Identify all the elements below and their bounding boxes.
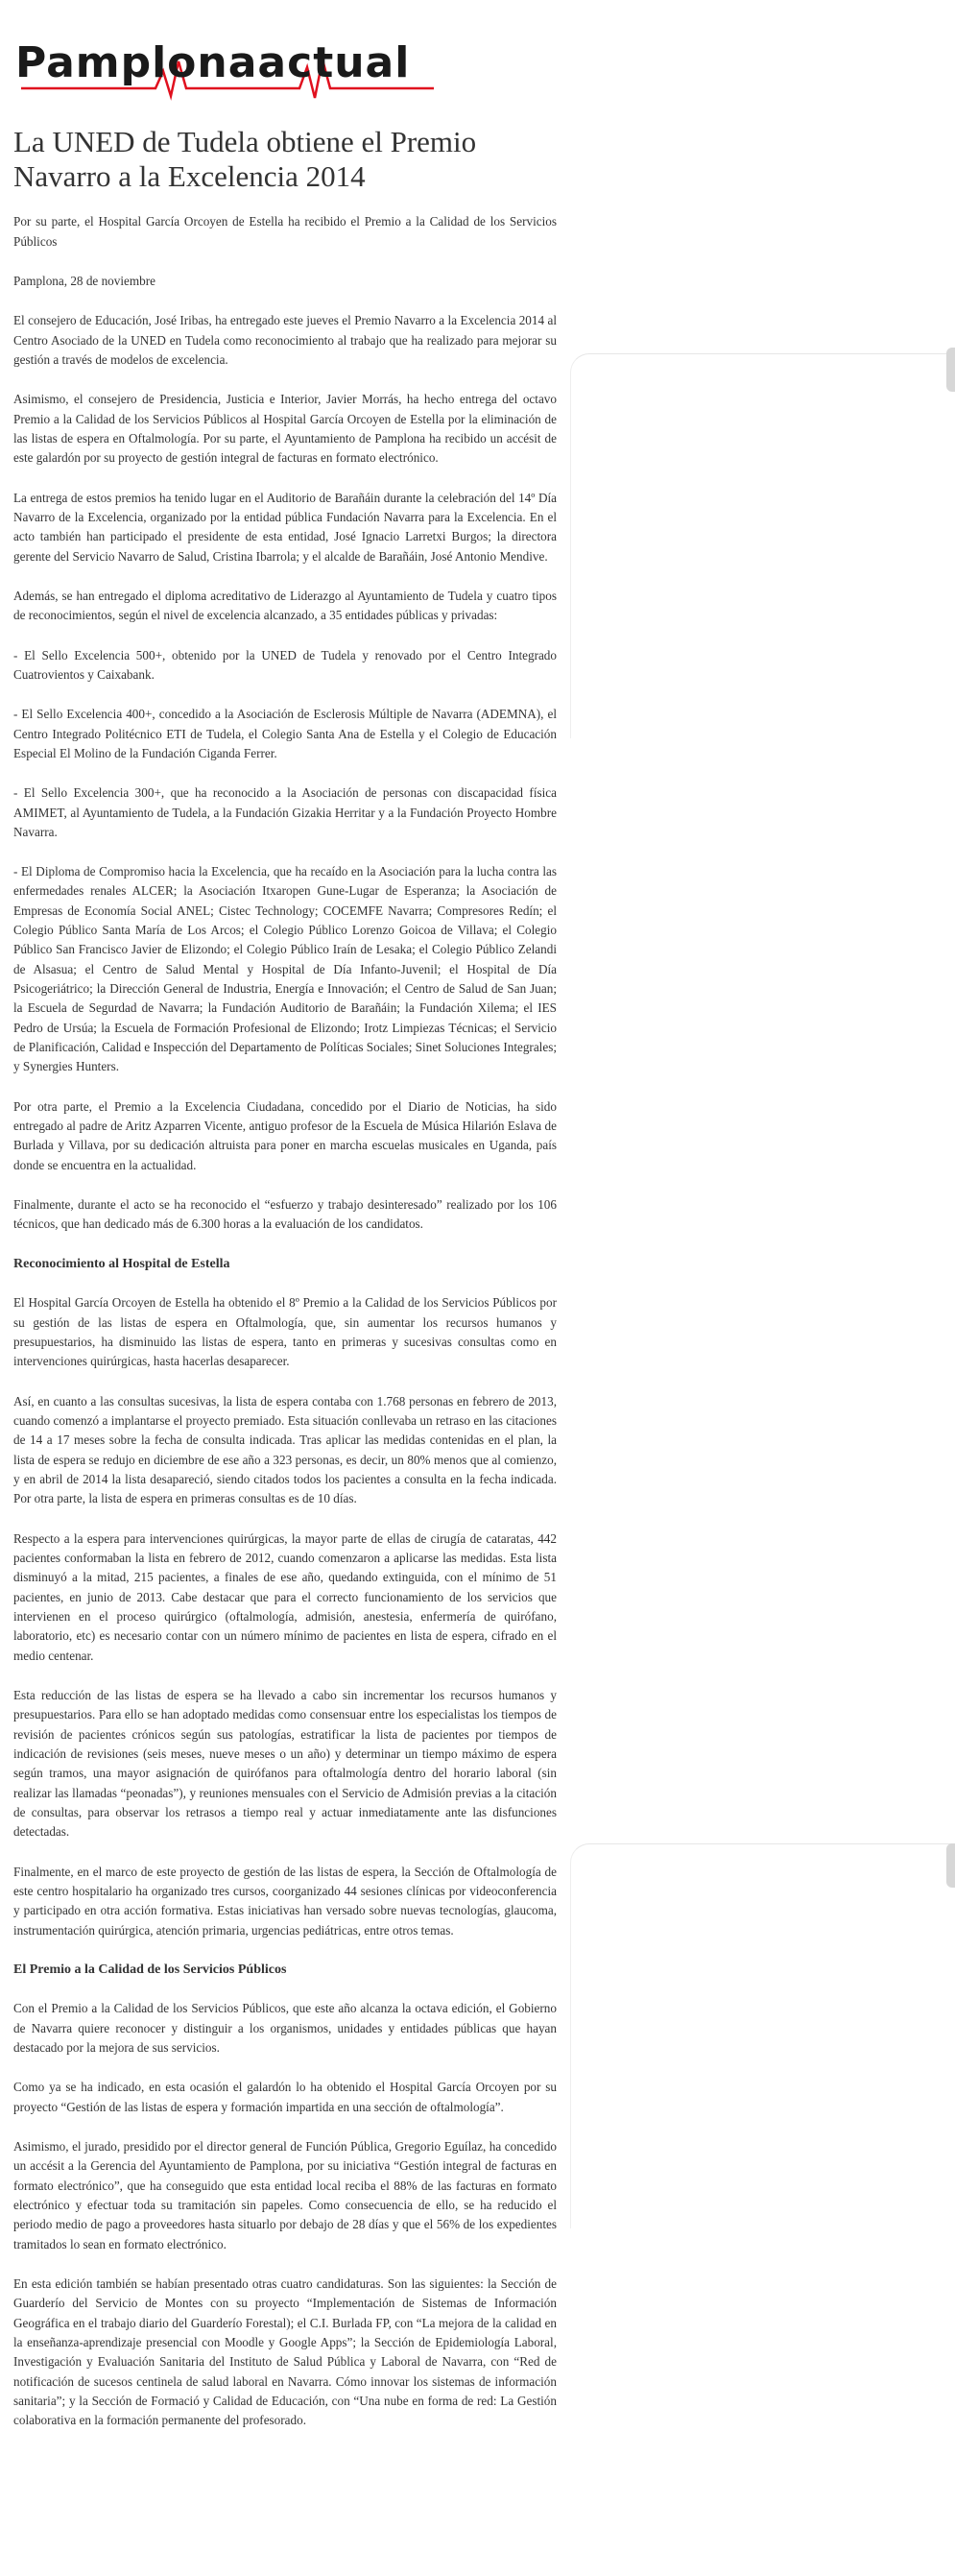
logo-wordmark: Pamplonaactual bbox=[15, 38, 411, 87]
article-dateline: Pamplona, 28 de noviembre bbox=[13, 273, 155, 288]
article-paragraph: La entrega de estos premios ha tenido lugar en el Auditorio de Barañáin durante la celebración del 14º Día Navarro de la Excelencia, organizado por la entidad pública Fundación Navarra para la Excelencia. En el acto también han participado el presidente de esta entidad, José Ignacio Larretxi Burgos; la directora gerente del Servicio Navarro de Salud, Cristina Ibarrola; y el alcalde de Barañáin, José Antonio Mendive. bbox=[13, 490, 557, 564]
article-paragraph: Respecto a la espera para intervenciones quirúrgicas, la mayor parte de ellas de cirugía de cataratas, 442 pacientes conformaban la lista en febrero de 2012, cuando comenzaron a aplicarse las medidas. Esta lista disminuyó a la mitad, 215 pacientes, a finales de ese año, quedando extinguida, con el mínimo de 51 pacientes, en junio de 2013. Cabe destacar que para el correcto funcionamiento de los servicios que intervienen en el proceso quirúrgico (oftalmología, admisión, anestesia, enfermería de quirófano, laboratorio, etc) es necesario contar con un número mínimo de pacientes en lista de espera, cifrado en el medio centenar. bbox=[13, 1530, 557, 1663]
side-tab[interactable] bbox=[946, 348, 955, 392]
article-paragraph: Asimismo, el consejero de Presidencia, Justicia e Interior, Javier Morrás, ha hecho entrega del octavo Premio a la Calidad de los Servicios Públicos al Hospital García Orcoyen de Estella por la eliminación de las listas de espera en Oftalmología. Por su parte, el Ayuntamiento de Pamplona ha recibido un accésit de este galardón por su proyecto de gestión integral de facturas en formato electrónico. bbox=[13, 392, 557, 466]
article-paragraph: Así, en cuanto a las consultas sucesivas, la lista de espera contaba con 1.768 personas en febrero de 2013, cuando comenzó a implantarse el proyecto premiado. Esta situación conllevaba un retraso en las citaciones de 14 a 17 meses sobre la fecha de consulta indicada. Tras aplicar las medidas contenidas en el plan, la lista de espera se redujo en diciembre de ese año a 323 personas, es decir, un 80% menos que al comienzo, y en abril de 2014 la lista desapareció, siendo citados todos los pacientes a consulta en la fecha indicada. Por otra parte, la lista de espera en primeras consultas es de 10 días. bbox=[13, 1393, 557, 1506]
article-paragraph: Por otra parte, el Premio a la Excelencia Ciudadana, concedido por el Diario de Noticias, ha sido entregado al padre de Aritz Azparren Vicente, antiguo profesor de la Escuela de Música Hilarión Eslava de Burlada y Villava, por su dedicación altruista para poner en marcha escuelas musicales en Uganda, país donde se encuentra en la actualidad. bbox=[13, 1098, 557, 1172]
section-heading: Reconocimiento al Hospital de Estella bbox=[13, 1256, 230, 1271]
article bbox=[13, 125, 557, 2451]
article-title: La UNED de Tudela obtiene el Premio Navarro a la Excelencia 2014 bbox=[13, 125, 477, 193]
article-paragraph: Asimismo, el jurado, presidido por el director general de Función Pública, Gregorio Eguílaz, ha concedido un accésit a la Gerencia del Ayuntamiento de Pamplona, por su iniciativa “Gestión integral de facturas en formato electrónico”, que ha conseguido que esta entidad local reciba el 88% de las facturas en formato electrónico y efectuar toda su tramitación sin papeles. Como consecuencia de ello, se ha reducido el periodo medio de pago a proveedores hasta situarlo por debajo de 28 días y que el 56% de los expedientes tramitados lo sean en formato electrónico. bbox=[13, 2139, 557, 2251]
article-paragraph: - El Sello Excelencia 400+, concedido a la Asociación de Esclerosis Múltiple de Navarra (ADEMNA), el Centro Integrado Politécnico ETI de Tudela, el Colegio Santa Ana de Estella y el Colegio de Educación Especial El Molino de la Fundación Ciganda Ferrer. bbox=[13, 707, 557, 760]
article-paragraph: - El Sello Excelencia 500+, obtenido por la UNED de Tudela y renovado por el Centro Integrado Cuatrovientos y Caixabank. bbox=[13, 647, 557, 682]
article-paragraph: - El Diploma de Compromiso hacia la Excelencia, que ha recaído en la Asociación para la lucha contra las enfermedades renales ALCER; la Asociación Itxaropen Gune-Lugar de Esperanza; la Asociación de Empresas de Economía Social ANEL; Cistec Technology; COCEMFE Navarra; Compresores Redín; el Colegio Público Santa María de Los Arcos; el Colegio Público Lorenzo Goicoa de Villava; el Colegio Público San Francisco Javier de Elizondo; el Colegio Público Iraín de Lesaka; el Colegio Público Zelandi de Alsasua; el Centro de Salud Mental y Hospital de Día Infanto-Juvenil; el Hospital de Día Psicogeriátrico; la Dirección General de Industria, Energía e Innovación; el Centro de Salud de San Juan; la Escuela de Segurdad de Navarra; la Fundación Auditorio de Barañáin; la Fundación Xilema; el IES Pedro de Ursúa; la Escuela de Formación Profesional de Elizondo; Irotz Limpiezas Técnicas; el Servicio de Planificación, Calidad e Inspección del Departamento de Políticas Sociales; Sinet Soluciones Integrales; y Synergies Hunters. bbox=[13, 864, 557, 1074]
article-paragraph: Además, se han entregado el diploma acreditativo de Liderazgo al Ayuntamiento de Tudela y cuatro tipos de reconocimientos, según el nivel de excelencia alcanzado, a 35 entidades públicas y privadas: bbox=[13, 588, 557, 623]
article-paragraph: El consejero de Educación, José Iribas, ha entregado este jueves el Premio Navarro a la Excelencia 2014 al Centro Asociado de la UNED en Tudela como reconocimiento al trabajo que ha realizado para mejorar su gestión a través de modelos de excelencia. bbox=[13, 313, 557, 367]
article-paragraph: Con el Premio a la Calidad de los Servicios Públicos, que este año alcanza la octava edición, el Gobierno de Navarra quiere reconocer y distinguir a los organismos, unidades y entidades públicas que hayan destacado por la mejora de sus servicios. bbox=[13, 2001, 557, 2056]
sidebar-panel-edge bbox=[570, 1843, 955, 2228]
article-paragraph: En esta edición también se habían presentado otras cuatro candidaturas. Son las siguientes: la Sección de Guarderío del Servicio de Montes con su proyecto “Implementación de Sistemas de Información Geográfica en el trabajo diario del Guarderío Forestal); el C.I. Burlada FP, con “La mejora de la calidad en la enseñanza-aprendizaje presencial con Moodle y Google Apps”; la Sección de Epidemiología Laboral, Investigación y Evaluación Sanitaria del Instituto de Salud Pública y Laboral de Navarra, con “Red de notificación de sucesos centinela de salud laboral en Navarra. Cómo innovar los sistemas de información sanitaria”; y la Sección de Formació y Calidad de Educación, con “Una nube en forma de red: La Gestión colaborativa en la formación permanente del profesorado. bbox=[13, 2276, 557, 2428]
article-paragraph: Como ya se ha indicado, en esta ocasión el galardón lo ha obtenido el Hospital García Orcoyen por su proyecto “Gestión de las listas de espera y formación impartida en una sección de oftalmología”. bbox=[13, 2080, 557, 2114]
article-paragraph: Esta reducción de las listas de espera se ha llevado a cabo sin incrementar los recursos humanos y presupuestarios. Para ello se han adoptado medidas como consensuar entre los especialistas los tiempos de revisión de pacientes crónicos según sus patologías, estratificar la lista de pacientes por tiempos de indicación de revisiones (seis meses, nueve meses o un año) y determinar un tiempo máximo de espera según tramos, una mayor asignación de quirófanos para oftalmología dentro del horario laboral (sin realizar las llamadas “peonadas”), y reuniones mensuales con el Servicio de Admisión previas a la citación de consultas, para observar los retrasos a tiempo real y actuar inmediatamente ante las disfunciones detectadas. bbox=[13, 1687, 557, 1840]
article-paragraph: El Hospital García Orcoyen de Estella ha obtenido el 8º Premio a la Calidad de los Servicios Públicos por su gestión de las listas de espera en Oftalmología, que, sin aumentar los recursos humanos y presupuestarios, ha disminuido las listas de espera, tanto en primeras y sucesivas consultas como en intervenciones quirúrgicas, hasta hacerlas desaparecer. bbox=[13, 1295, 557, 1369]
section-heading: El Premio a la Calidad de los Servicios Públicos bbox=[13, 1962, 287, 1977]
article-paragraph: Finalmente, durante el acto se ha reconocido el “esfuerzo y trabajo desinteresado” realizado por los 106 técnicos, que han dedicado más de 6.300 horas a la evaluación de los candidatos. bbox=[13, 1197, 557, 1232]
article-paragraph: Finalmente, en el marco de este proyecto de gestión de las listas de espera, la Sección de Oftalmología de este centro hospitalario ha organizado tres cursos, coorganizado 44 sesiones clínicas por videoconferencia y participado en otra acción formativa. Estas iniciativas han versado sobre nuevas tecnologías, glaucoma, instrumentación quirúrgica, atención primaria, urgencias pediátricas, entre otros temas. bbox=[13, 1864, 557, 1938]
site-logo[interactable] bbox=[12, 33, 440, 104]
article-subtitle: Por su parte, el Hospital García Orcoyen de Estella ha recibido el Premio a la Calidad de los Servicios Públicos bbox=[13, 214, 557, 249]
article-paragraph: - El Sello Excelencia 300+, que ha reconocido a la Asociación de personas con discapacidad física AMIMET, al Ayuntamiento de Tudela, a la Fundación Gizakia Herritar y a la Fundación Proyecto Hombre Navarra. bbox=[13, 785, 557, 839]
sidebar-panel-edge bbox=[570, 353, 955, 738]
side-tab[interactable] bbox=[946, 1843, 955, 1888]
